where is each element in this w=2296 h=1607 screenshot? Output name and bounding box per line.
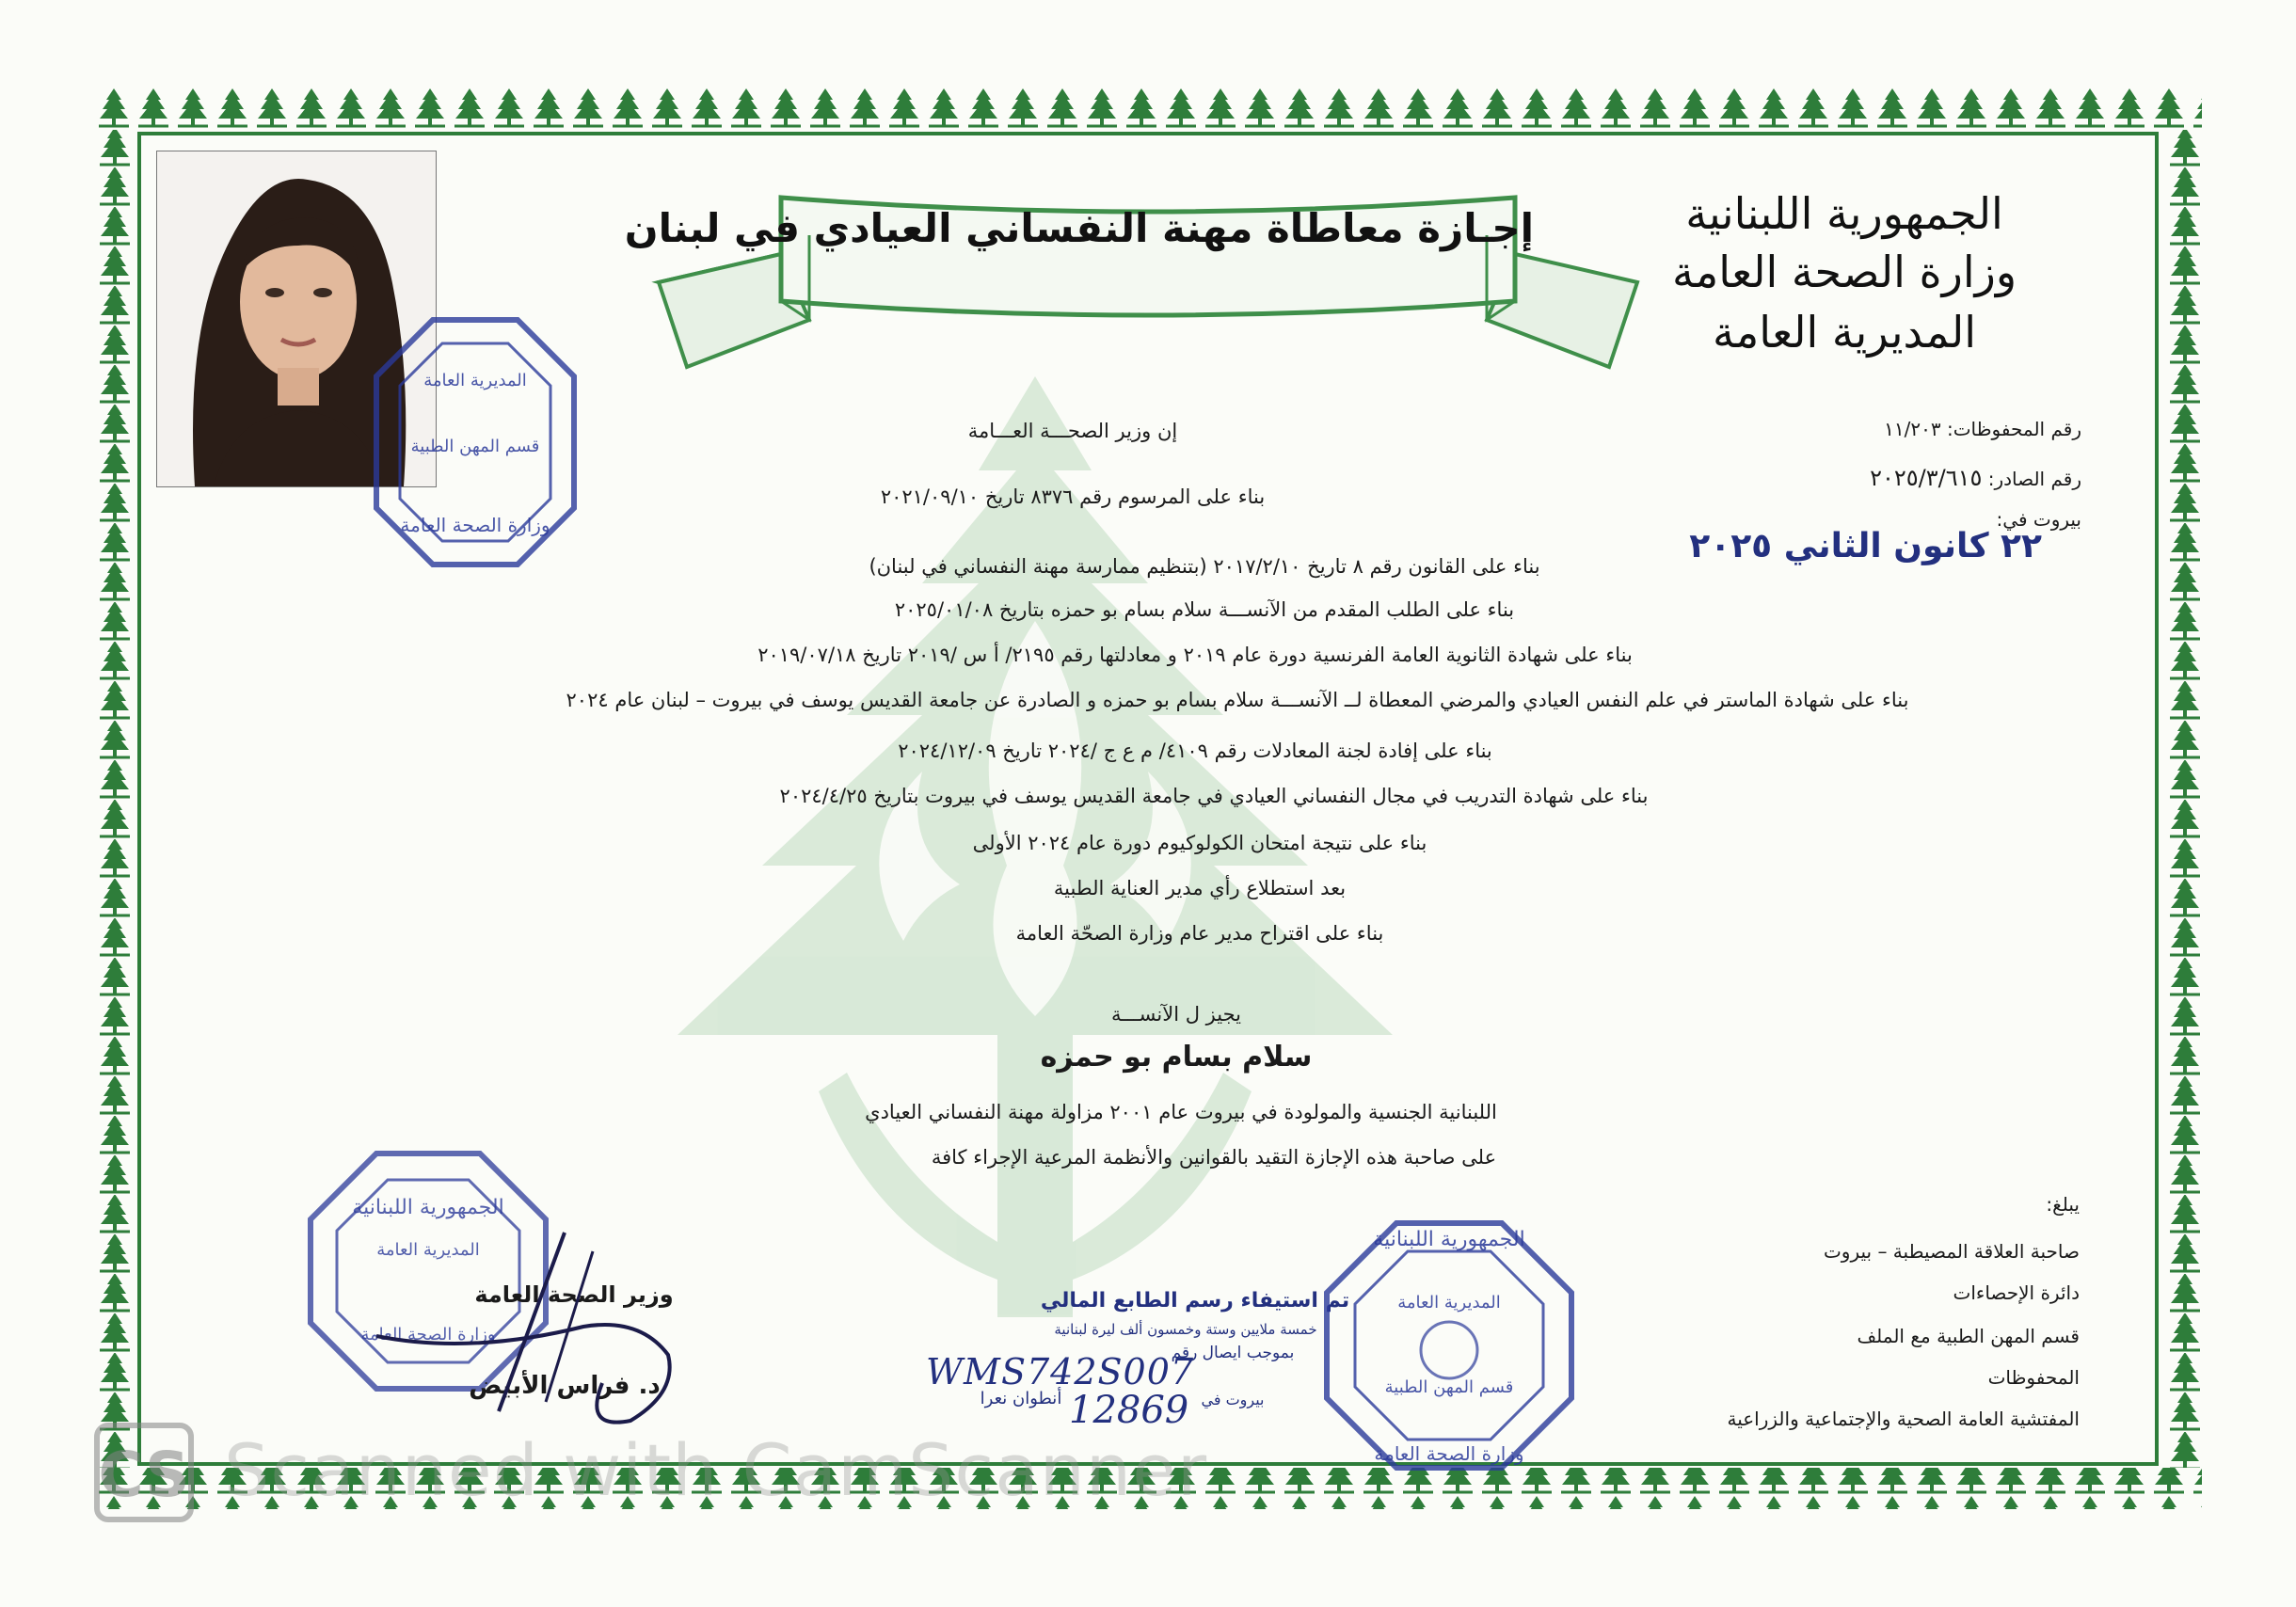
svg-text:الجمهورية اللبنانية: الجمهورية اللبنانية <box>352 1196 504 1219</box>
body-line-3: بناء على الطلب المقدم من الآنســـة سلام بسام بو حمزه بتاريخ ٢٠٢٥/٠١/٠٨ <box>894 598 1515 621</box>
fee-stamp-clerk: أنطوان نعرا <box>980 1389 1062 1408</box>
signatory-name: د. فراس الأبيض <box>469 1372 661 1400</box>
fee-stamp-line-1: تم استيفاء رسم الطابع المالي <box>1040 1289 1350 1313</box>
body-line-5: بناء على شهادة الماستر في علم النفس العيادي والمرضي المعطاة لــ الآنســـة سلام بسام بو حمزه و الصادرة عن جامعة القديس يوسف في بيروت – لبنان عام ٢٠٢٤ <box>566 689 1909 711</box>
fee-stamp-line-4: بيروت في <box>1201 1391 1265 1408</box>
certificate-title: إجـازة معاطاة مهنة النفساني العيادي في لبنان <box>624 205 1534 251</box>
intro-line: إن وزير الصحـــة العـــامة <box>967 420 1178 442</box>
handwritten-signature-icon <box>358 1214 696 1440</box>
fee-stamp-number: 12869 <box>1069 1389 1189 1432</box>
grant-line: يجيز ل الآنســـة <box>1110 1003 1242 1026</box>
svg-text:وزارة الصحة العامة: وزارة الصحة العامة <box>1374 1442 1524 1465</box>
issue-number: رقم الصادر: ٢٠٢٥/٣/٦١٥ <box>1870 465 2081 491</box>
cc-item-5: المفتشية العامة الصحية والإجتماعية والزراعية <box>1727 1408 2080 1430</box>
fee-stamp-receipt: WMS742S007 <box>926 1351 1195 1392</box>
seal-photo <box>367 310 583 574</box>
fee-stamp-line-2: خمسة ملايين وستة وخمسون ألف ليرة لبنانية <box>1054 1321 1317 1338</box>
svg-text:قسم المهن الطبية: قسم المهن الطبية <box>410 437 540 456</box>
camscanner-watermark: Scanned with CamScanner <box>224 1428 1208 1512</box>
header-ministry: وزارة الصحة العامة <box>1671 247 2017 297</box>
svg-text:المديرية العامة: المديرية العامة <box>376 1240 480 1260</box>
header-directorate: المديرية العامة <box>1712 307 1977 358</box>
body-line-8: بناء على نتيجة امتحان الكولوكيوم دورة عام ٢٠٢٤ الأولى <box>972 832 1427 854</box>
body-line-2: بناء على القانون رقم ٨ تاريخ ٢٠١٧/٢/١٠ (بتنظيم ممارسة مهنة النفساني في لبنان) <box>869 555 1540 578</box>
body-line-9: بعد استطلاع رأي مدير العناية الطبية <box>1053 877 1347 899</box>
camscanner-logo-icon <box>92 1421 196 1524</box>
signatory-title: وزير الصحة العامة <box>474 1281 674 1308</box>
svg-text:قسم المهن الطبية: قسم المهن الطبية <box>1384 1377 1514 1397</box>
issue-place: بيروت في: <box>1996 508 2081 531</box>
svg-text:المديرية العامة: المديرية العامة <box>1397 1293 1501 1313</box>
body-line-6: بناء على إفادة لجنة المعادلات رقم ٤١٠٩/ م ع ج /٢٠٢٤ تاريخ ٢٠٢٤/١٢/٠٩ <box>898 740 1492 762</box>
svg-text:CS: CS <box>98 1439 190 1511</box>
body-line-1: بناء على المرسوم رقم ٨٣٧٦ تاريخ ٢٠٢١/٠٩/١٠ <box>880 485 1266 508</box>
holder-name: سلام بسام بو حمزه <box>1040 1041 1313 1074</box>
seal-directorate <box>1317 1214 1581 1477</box>
cc-heading: يبلغ: <box>2046 1193 2080 1216</box>
svg-text:وزارة الصحة العامة: وزارة الصحة العامة <box>360 1325 496 1344</box>
cc-item-4: المحفوظات <box>1987 1366 2080 1389</box>
cc-item-3: قسم المهن الطبية مع الملف <box>1857 1325 2080 1347</box>
cc-item-2: دائرة الإحصاءات <box>1953 1281 2080 1304</box>
body-line-10: بناء على اقتراح مدير عام وزارة الصحّة العامة <box>1015 922 1384 945</box>
svg-text:المديرية العامة: المديرية العامة <box>423 371 527 390</box>
issue-date: ٢٢ كانون الثاني ٢٠٢٥ <box>1689 527 2042 565</box>
fee-stamp-line-3: بموجب ايصال رقم <box>1171 1344 1295 1362</box>
archive-number: رقم المحفوظات: ١١/٢٠٣ <box>1884 418 2081 440</box>
body-line-4: بناء على شهادة الثانوية العامة الفرنسية دورة عام ٢٠١٩ و معادلتها رقم ٢١٩٥/ أ س /٢٠١٩ تاريخ ٢٠١٩/٠٧/١٨ <box>757 644 1633 666</box>
body-line-7: بناء على شهادة التدريب في مجال النفساني العيادي في جامعة القديس يوسف في بيروت بتاريخ ٢٠٢٤/٤/٢٥ <box>779 785 1649 807</box>
svg-text:وزارة الصحة العامة: وزارة الصحة العامة <box>400 514 550 536</box>
svg-text:الجمهورية اللبنانية: الجمهورية اللبنانية <box>1373 1228 1525 1251</box>
obligation-line: على صاحبة هذه الإجازة التقيد بالقوانين والأنظمة المرعية الإجراء كافة <box>931 1146 1497 1169</box>
cc-item-1: صاحبة العلاقة المصيطبة – بيروت <box>1823 1240 2080 1263</box>
nationality-line: اللبنانية الجنسية والمولودة في بيروت عام ٢٠٠١ مزاولة مهنة النفساني العيادي <box>865 1101 1497 1123</box>
header-republic: الجمهورية اللبنانية <box>1685 188 2003 239</box>
